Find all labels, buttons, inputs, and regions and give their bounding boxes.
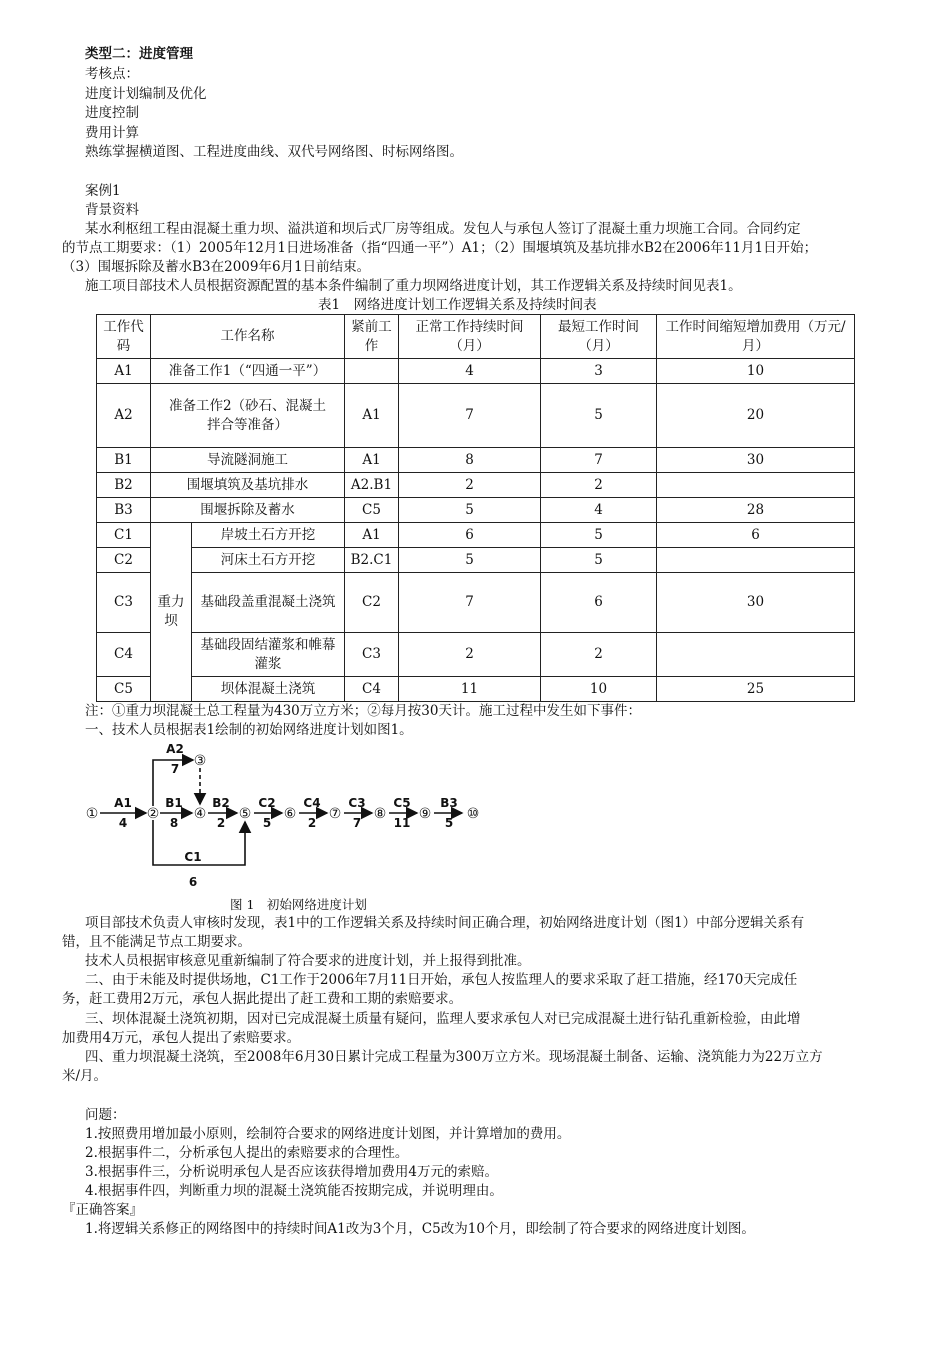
cell-min: 2 — [541, 633, 657, 677]
cell-min: 2 — [541, 473, 657, 498]
cell-min: 3 — [541, 359, 657, 384]
header-min: 最短工作时间（月） — [541, 315, 657, 359]
header-code: 工作代码 — [97, 315, 151, 359]
background-line: 施工项目部技术人员根据资源配置的基本条件编制了重力坝网络进度计划，其工作逻辑关系及持续时间见表1。 — [85, 278, 742, 294]
activity-label: C1 — [184, 850, 202, 864]
cell-code: A1 — [97, 359, 151, 384]
header-pred: 紧前工作 — [345, 315, 399, 359]
cell-normal: 8 — [399, 448, 541, 473]
cell-cost: 30 — [657, 573, 855, 633]
event-one: 一、技术人员根据表1绘制的初始网络进度计划如图1。 — [85, 722, 413, 738]
duration-label: 7 — [352, 816, 362, 830]
cell-normal: 5 — [399, 498, 541, 523]
node-7: ⑦ — [328, 806, 342, 822]
paragraph: 四、重力坝混凝土浇筑，至2008年6月30日累计完成工程量为300万立方米。现场混凝土制备、运输、浇筑能力为22万立方 — [85, 1049, 823, 1065]
table-row — [97, 384, 855, 448]
table-caption: 表1 网络进度计划工作逻辑关系及持续时间表 — [318, 297, 597, 313]
cell-cost — [657, 473, 855, 498]
answer-line: 1.将逻辑关系修正的网络图中的持续时间A1改为3个月，C5改为10个月，即绘制了符合要求的网络进度计划图。 — [85, 1221, 755, 1237]
cell-min: 7 — [541, 448, 657, 473]
question-item: 1.按照费用增加最小原则，绘制符合要求的网络进度计划图，并计算增加的费用。 — [85, 1126, 571, 1142]
cell-min: 5 — [541, 548, 657, 573]
paragraph: 务，赶工费用2万元，承包人据此提出了赶工费和工期的索赔要求。 — [62, 991, 463, 1007]
activity-label: A2 — [166, 742, 184, 756]
duration-label: 4 — [118, 816, 128, 830]
cell-pred: A1 — [345, 384, 399, 448]
header-cost: 工作时间缩短增加费用（万元/月） — [657, 315, 855, 359]
cell-normal: 4 — [399, 359, 541, 384]
table-header-row — [97, 315, 855, 359]
activity-label: C4 — [303, 796, 321, 810]
cell-code: C2 — [97, 548, 151, 573]
cell-code: C4 — [97, 633, 151, 677]
point-item: 进度计划编制及优化 — [85, 86, 207, 102]
duration-label: 8 — [169, 816, 179, 830]
paragraph: 技术人员根据审核意见重新编制了符合要求的进度计划，并上报得到批准。 — [85, 953, 531, 969]
duration-label: 5 — [444, 816, 454, 830]
cell-pred: C2 — [345, 573, 399, 633]
point-item: 进度控制 — [85, 105, 139, 121]
node-10: ⑩ — [466, 806, 480, 822]
cell-pred: B2.C1 — [345, 548, 399, 573]
background-line: 的节点工期要求：（1）2005年12月1日进场准备（指“四通一平”）A1；（2）围堰填筑及基坑排水B2在2006年11月1日开始； — [62, 240, 818, 256]
cell-min: 10 — [541, 677, 657, 702]
cell-name: 准备工作2（砂石、混凝土拌合等准备） — [151, 384, 345, 448]
header-name: 工作名称 — [151, 315, 345, 359]
duration-label: 11 — [393, 816, 411, 830]
cell-min: 6 — [541, 573, 657, 633]
table-row — [97, 498, 855, 523]
answer-label: 『正确答案』 — [62, 1202, 143, 1218]
cell-code: B3 — [97, 498, 151, 523]
point-item: 费用计算 — [85, 125, 139, 141]
cell-cost: 28 — [657, 498, 855, 523]
cell-cost — [657, 548, 855, 573]
node-5: ⑤ — [238, 806, 252, 822]
cell-cost: 25 — [657, 677, 855, 702]
cell-normal: 2 — [399, 473, 541, 498]
node-2: ② — [146, 806, 160, 822]
cell-name: 围堰拆除及蓄水 — [151, 498, 345, 523]
cell-normal: 6 — [399, 523, 541, 548]
cell-normal: 5 — [399, 548, 541, 573]
points-label: 考核点： — [85, 66, 139, 82]
cell-code: A2 — [97, 384, 151, 448]
questions-label: 问题： — [85, 1107, 126, 1123]
paragraph: 加费用4万元，承包人提出了索赔要求。 — [62, 1030, 301, 1046]
cell-cost: 6 — [657, 523, 855, 548]
network-diagram — [78, 740, 498, 890]
node-1: ① — [85, 806, 99, 822]
cell-cost — [657, 633, 855, 677]
background-line: 某水利枢纽工程由混凝土重力坝、溢洪道和坝后式厂房等组成。发包人与承包人签订了混凝土重力坝施工合同。合同约定 — [85, 221, 801, 237]
node-3: ③ — [193, 753, 207, 769]
figure-caption: 图 1 初始网络进度计划 — [230, 897, 367, 912]
cell-code: C3 — [97, 573, 151, 633]
activity-label: B2 — [212, 796, 230, 810]
table-note: 注：①重力坝混凝土总工程量为430万立方米；②每月按30天计。施工过程中发生如下事件： — [85, 703, 641, 719]
cell-name: 坝体混凝土浇筑 — [192, 677, 345, 702]
cell-cost: 10 — [657, 359, 855, 384]
duration-label: 2 — [216, 816, 226, 830]
cell-normal: 7 — [399, 384, 541, 448]
cell-name: 基础段盖重混凝土浇筑 — [192, 573, 345, 633]
activity-label: A1 — [114, 796, 132, 810]
table-row — [97, 573, 855, 633]
section-title: 类型二：进度管理 — [85, 46, 193, 62]
cell-cost: 30 — [657, 448, 855, 473]
cell-name: 围堰填筑及基坑排水 — [151, 473, 345, 498]
cell-name: 导流隧洞施工 — [151, 448, 345, 473]
table-row — [97, 448, 855, 473]
cell-pred: A1 — [345, 448, 399, 473]
paragraph: 二、由于未能及时提供场地，C1工作于2006年7月11日开始，承包人按监理人的要求采取了赶工措施，经170天完成任 — [85, 972, 798, 988]
node-8: ⑧ — [373, 806, 387, 822]
cell-pred: A2.B1 — [345, 473, 399, 498]
question-item: 2.根据事件二，分析承包人提出的索赔要求的合理性。 — [85, 1145, 409, 1161]
cell-pred: C4 — [345, 677, 399, 702]
cell-group: 重力坝 — [151, 523, 192, 702]
cell-min: 5 — [541, 523, 657, 548]
point-item: 熟练掌握横道图、工程进度曲线、双代号网络图、时标网络图。 — [85, 144, 463, 160]
paragraph: 米/月。 — [62, 1068, 108, 1084]
work-logic-table — [96, 314, 855, 702]
table-row — [97, 359, 855, 384]
activity-label: B3 — [440, 796, 458, 810]
cell-min: 4 — [541, 498, 657, 523]
question-item: 4.根据事件四，判断重力坝的混凝土浇筑能否按期完成，并说明理由。 — [85, 1183, 503, 1199]
header-normal: 正常工作持续时间（月） — [399, 315, 541, 359]
duration-label: 5 — [262, 816, 272, 830]
duration-label: 7 — [170, 762, 180, 776]
node-6: ⑥ — [283, 806, 297, 822]
cell-name: 准备工作1（“四通一平”） — [151, 359, 345, 384]
cell-pred: C5 — [345, 498, 399, 523]
paragraph: 错，且不能满足节点工期要求。 — [62, 934, 251, 950]
cell-code: C1 — [97, 523, 151, 548]
activity-label: C5 — [393, 796, 411, 810]
paragraph: 三、坝体混凝土浇筑初期，因对已完成混凝土质量有疑问，监理人要求承包人对已完成混凝土进行钻孔重新检验，由此增 — [85, 1011, 801, 1027]
cell-name: 基础段固结灌浆和帷幕灌浆 — [192, 633, 345, 677]
cell-code: B1 — [97, 448, 151, 473]
cell-code: B2 — [97, 473, 151, 498]
table-row — [97, 633, 855, 677]
question-item: 3.根据事件三，分析说明承包人是否应该获得增加费用4万元的索赔。 — [85, 1164, 498, 1180]
cell-name: 岸坡土石方开挖 — [192, 523, 345, 548]
duration-label: 2 — [307, 816, 317, 830]
table-row — [97, 523, 855, 548]
table-row — [97, 473, 855, 498]
cell-normal: 7 — [399, 573, 541, 633]
cell-pred: C3 — [345, 633, 399, 677]
node-9: ⑨ — [418, 806, 432, 822]
cell-normal: 11 — [399, 677, 541, 702]
table-row — [97, 548, 855, 573]
paragraph: 项目部技术负责人审核时发现，表1中的工作逻辑关系及持续时间正确合理，初始网络进度计划（图1）中部分逻辑关系有 — [85, 915, 805, 931]
cell-cost: 20 — [657, 384, 855, 448]
cell-normal: 2 — [399, 633, 541, 677]
case-label: 案例1 — [85, 183, 121, 199]
cell-pred: A1 — [345, 523, 399, 548]
table-row — [97, 677, 855, 702]
cell-min: 5 — [541, 384, 657, 448]
background-label: 背景资料 — [85, 202, 139, 218]
background-line: （3）围堰拆除及蓄水B3在2009年6月1日前结束。 — [62, 259, 371, 275]
activity-label: C2 — [258, 796, 276, 810]
cell-name: 河床土石方开挖 — [192, 548, 345, 573]
node-4: ④ — [193, 806, 207, 822]
cell-pred — [345, 359, 399, 384]
duration-label: 6 — [188, 875, 198, 889]
activity-label: C3 — [348, 796, 366, 810]
activity-label: B1 — [165, 796, 183, 810]
cell-code: C5 — [97, 677, 151, 702]
